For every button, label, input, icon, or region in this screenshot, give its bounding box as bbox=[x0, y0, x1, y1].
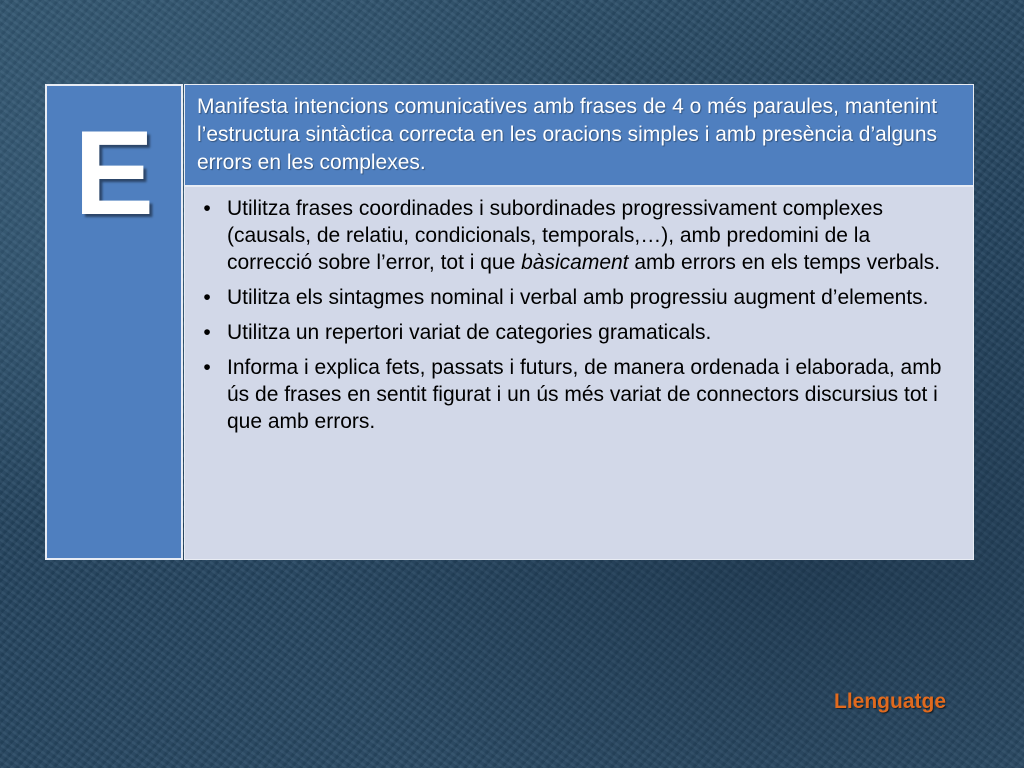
bullet-text-part: Utilitza frases coordinades i subordinades progressivament complexes (causals, de relatiu, condicionals, temporals,…), amb predomini de la correcció sobre l’error, tot i que bbox=[227, 197, 883, 274]
header-text: Manifesta intencions comunicatives amb frases de 4 o més paraules, mantenint l’estructura sintàctica correcta en les oracions simples i amb presència d’alguns errors en les complexes. bbox=[197, 95, 938, 174]
bullet-text-part: amb errors en els temps verbals. bbox=[628, 251, 941, 274]
letter-cell bbox=[45, 84, 183, 560]
list-item bbox=[197, 195, 959, 276]
bullet-text-italic: bàsicament bbox=[521, 251, 629, 274]
bullet-text: Utilitza un repertori variat de categories gramaticals. bbox=[227, 321, 712, 344]
bullet-icon: • bbox=[203, 286, 211, 309]
footer-label: Llenguatge bbox=[834, 690, 947, 713]
bullet-text: Informa i explica fets, passats i futurs, de manera ordenada i elaborada, amb ús de frases en sentit figurat i un ús més variat de connectors discursius tot i que amb errors. bbox=[227, 356, 942, 433]
list-item bbox=[197, 284, 959, 311]
header-cell bbox=[184, 84, 974, 186]
bullet-icon: • bbox=[203, 197, 211, 220]
bullet-icon: • bbox=[203, 356, 211, 379]
bullet-text: Utilitza els sintagmes nominal i verbal amb progressiu augment d’elements. bbox=[227, 286, 929, 309]
body-cell bbox=[184, 186, 974, 560]
list-item bbox=[197, 319, 959, 346]
bullet-list bbox=[197, 195, 959, 435]
list-item bbox=[197, 354, 959, 435]
level-letter: E bbox=[73, 106, 155, 240]
bullet-icon: • bbox=[203, 321, 211, 344]
